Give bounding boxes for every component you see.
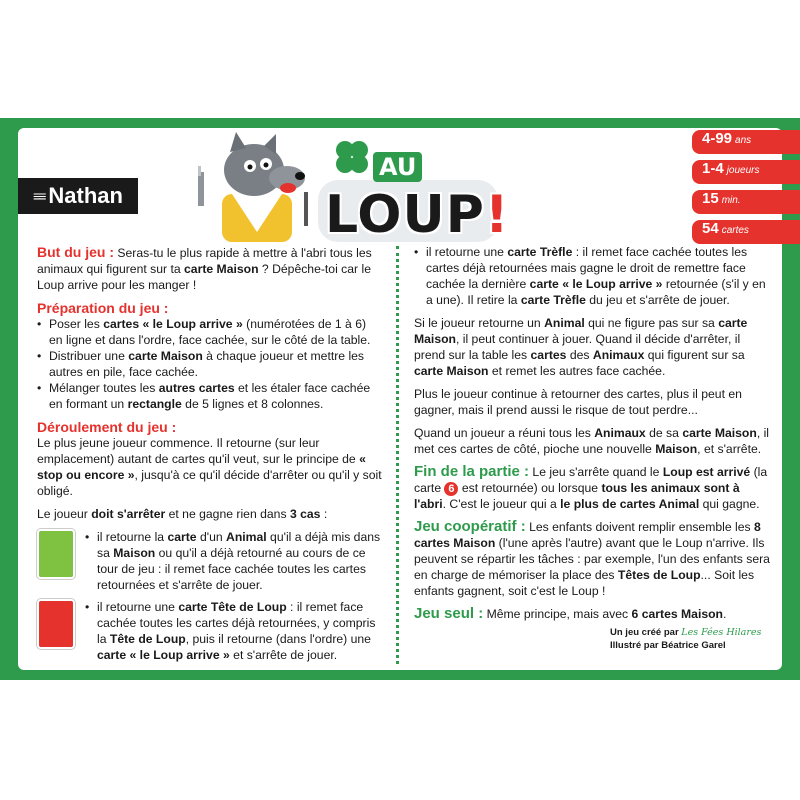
gameplay-text: Le plus jeune joueur commence. Il retourne (sur leur emplacement) autant de cartes qu'il veut, sur le principe de « stop ou encore », jusqu'à ce qu'il décide d'arrêter ou qu'il y soit obligé. [37,436,382,498]
list-item: • il retourne la carte d'un Animal qu'il a déjà mis dans sa Maison ou qu'il a déjà retourné au cours de ce tour de jeu : il remet face cachée toutes les cartes retournées et s'arrête de jouer. [85,529,382,593]
game-title [325,185,510,245]
badge-duration: 15 min. [692,190,800,214]
credit-illustrator: Illustré par Béatrice Garel [610,640,726,651]
risk-text: Plus le joueur continue à retourner des cartes, plus il peut en gagner, mais il prend aussi le risque de tout perdre... [414,387,742,417]
gameplay-heading: Déroulement du jeu : [37,419,177,435]
publisher-name: Nathan [48,183,123,208]
info-badges [692,130,800,250]
nathan-icon: ≡≡ [33,188,44,204]
card-six-badge: 6 [444,482,458,496]
setup-heading: Préparation du jeu : [37,300,169,316]
credits [610,626,761,652]
case-animal [37,529,382,593]
right-column [414,244,774,629]
badge-cards: 54 cartes [692,220,800,244]
house-complete-rule: Quand un joueur a réuni tous les Animaux de sa carte Maison, il met ces cartes de côté, pioche une nouvelle Maison, et s'arrête. [414,426,770,456]
wolf-head-card-icon [37,599,75,649]
case-clover: • il retourne une carte Trèfle : il remet face cachée toutes les cartes déjà retournées mais gagne le droit de remettre face cachée la dernière carte « le Loup arrive » retournée (s'il y en a une). Il retire la carte Trèfle du jeu et s'arrête de jouer. [414,244,774,308]
setup-list [37,316,382,412]
credit-creator: Un jeu créé par Les Fées Hilares [610,627,762,638]
badge-players: 1-4 joueurs [692,160,800,184]
list-item: • Poser les cartes « le Loup arrive » (numérotées de 1 à 6) en ligne et dans l'ordre, face cachée, sur le côté de la table. [37,316,382,348]
list-item: • Mélanger toutes les autres cartes et les étaler face cachée en formant un rectangle de 5 lignes et 8 colonnes. [37,380,382,412]
rabbit-card-icon [37,529,75,579]
publisher-logo [18,178,138,214]
solo-section: Jeu seul : Même principe, mais avec 6 cartes Maison. [414,605,727,622]
column-divider [396,246,399,664]
badge-age: 4-99 ans [692,130,800,154]
title-loup: LOUP [325,185,485,245]
coop-section: Jeu coopératif : Les enfants doivent remplir ensemble les 8 cartes Maison (l'une après l'autre) avant que le Loup n'arrive. Ils peuvent se répartir les tâches : par exemple, l'un des enfants sera en charge de mémoriser la place des Têtes de Loup... Soit les enfants gagnent, soit c'est le Loup ! [414,518,770,598]
title-au: AU [373,152,422,182]
stop-rule: Le joueur doit s'arrêter et ne gagne rien dans 3 cas : [37,507,328,521]
animal-rule: Si le joueur retourne un Animal qui ne figure pas sur sa carte Maison, il peut continuer à jouer. Quand il décide d'arrêter, il prend sur la table les cartes des Animaux qui figurent sur sa carte Maison et remet les autres face cachée. [414,316,748,378]
list-item: • il retourne une carte Tête de Loup : il remet face cachée toutes les cartes déjà retournées, y compris la Tête de Loup, puis il retourne (dans l'ordre) une carte « le Loup arrive » et s'arrête de jouer. [85,599,382,663]
case-wolf-head [37,599,382,663]
left-column [37,244,382,669]
goal-section: But du jeu : Seras-tu le plus rapide à mettre à l'abri tous les animaux qui figurent sur ta carte Maison ? Dépêche-toi car le Loup arrive pour les manger ! [37,244,372,292]
list-item: • Distribuer une carte Maison à chaque joueur et mettre les autres en pile, face cachée. [37,348,382,380]
end-section: Fin de la partie : Le jeu s'arrête quand le Loup est arrivé (la carte 6 est retournée) ou lorsque tous les animaux sont à l'abri. C'est le joueur qui a le plus de cartes Animal qui gagne. [414,463,768,511]
title-exclaim: ! [484,185,510,245]
clover-icon [330,135,374,179]
wolf-illustration [192,132,322,242]
